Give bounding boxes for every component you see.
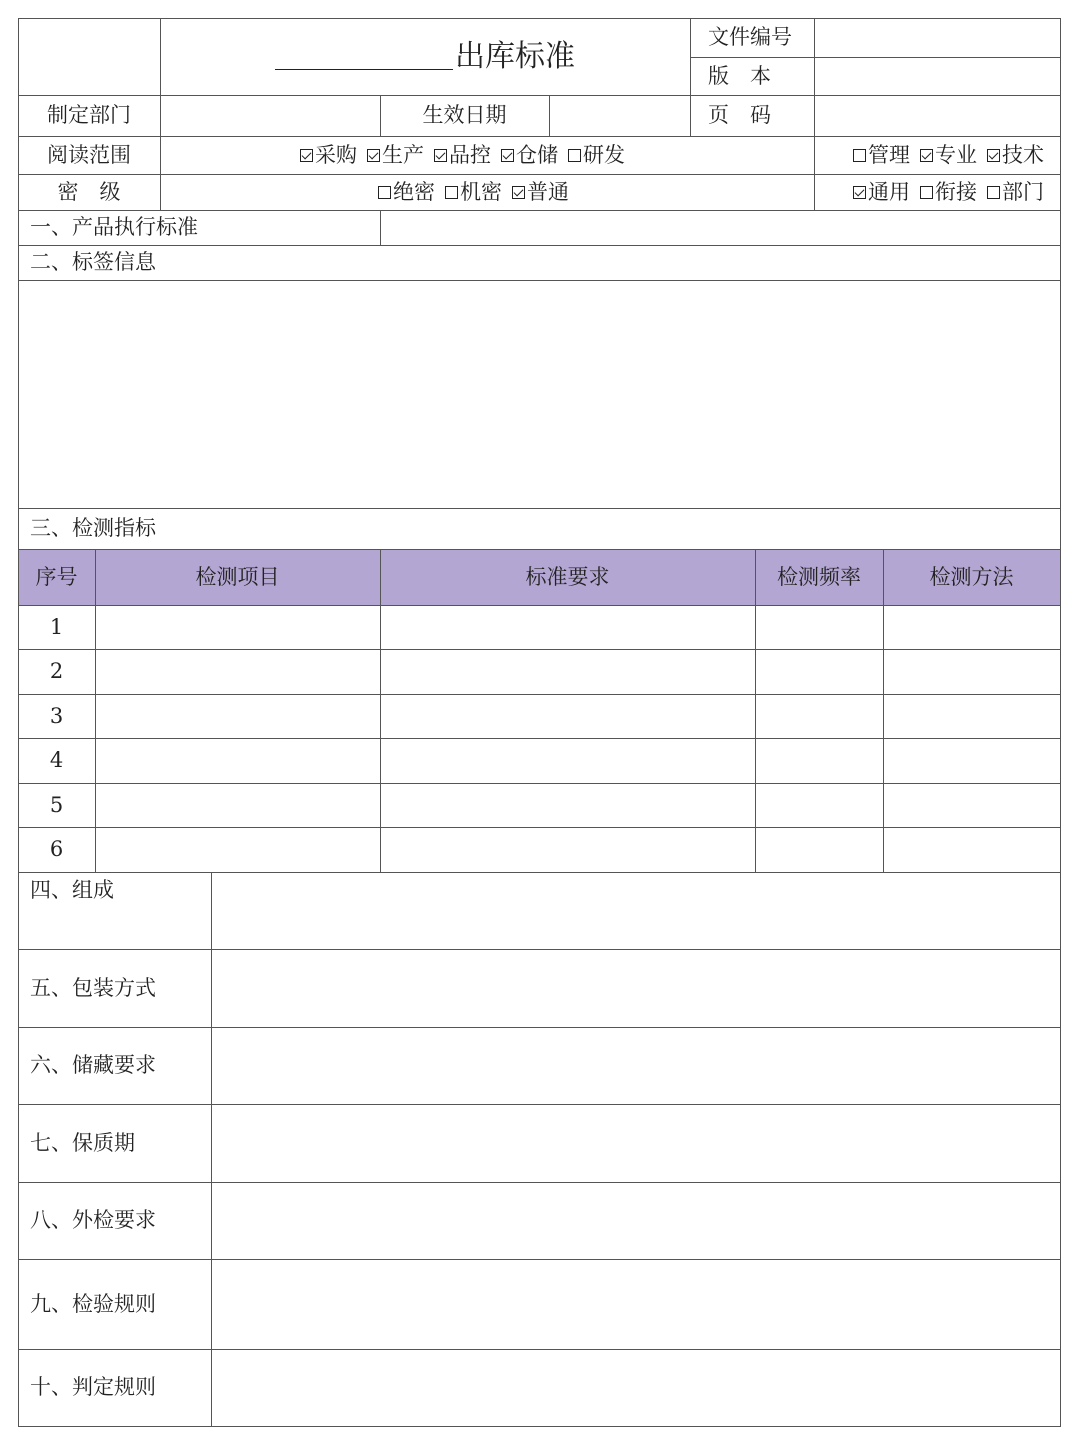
- section-10-label: 十、判定规则: [30, 1375, 156, 1399]
- section-7-label: 七、保质期: [30, 1130, 135, 1155]
- checked-box-icon[interactable]: [987, 149, 1000, 162]
- checkbox-label: 品控: [449, 142, 491, 167]
- col-header-seq: 序号: [35, 564, 78, 589]
- unchecked-box-icon[interactable]: [378, 186, 391, 199]
- checkbox-label: 衔接: [935, 179, 977, 204]
- checkbox-label: 机密: [460, 179, 502, 204]
- checkbox-read-scope[interactable]: [367, 142, 424, 167]
- checkbox-label: 绝密: [393, 179, 435, 204]
- checkbox-scope-type[interactable]: [987, 179, 1044, 204]
- page-label: 页 码: [708, 103, 771, 127]
- secrecy-checkboxes: [378, 174, 814, 210]
- checked-box-icon[interactable]: [367, 149, 380, 162]
- section-4-value[interactable]: [211, 872, 1060, 949]
- table-row-number: 5: [49, 792, 64, 817]
- section-9-value[interactable]: [211, 1259, 1060, 1349]
- checkbox-secrecy[interactable]: [512, 179, 569, 204]
- checkbox-label: 技术: [1002, 142, 1044, 167]
- unchecked-box-icon[interactable]: [445, 186, 458, 199]
- col-header-frequency: 检测频率: [777, 564, 861, 589]
- checkbox-label: 通用: [868, 179, 910, 204]
- read-scope-checkboxes: [300, 136, 814, 174]
- effective-date-label: 生效日期: [422, 103, 507, 127]
- checkbox-label: 研发: [583, 142, 625, 167]
- checkbox-category[interactable]: [987, 142, 1044, 167]
- form: [18, 18, 1061, 1427]
- checkbox-category[interactable]: [853, 142, 910, 167]
- section-3-label: 三、检测指标: [30, 516, 156, 540]
- version-value[interactable]: [814, 57, 1060, 95]
- section-8-value[interactable]: [211, 1182, 1060, 1259]
- section-5-value[interactable]: [211, 949, 1060, 1027]
- unchecked-box-icon[interactable]: [853, 149, 866, 162]
- checkbox-label: 管理: [868, 142, 910, 167]
- unchecked-box-icon[interactable]: [987, 186, 1000, 199]
- read-scope-label: 阅读范围: [47, 142, 131, 167]
- unchecked-box-icon[interactable]: [920, 186, 933, 199]
- dept-value[interactable]: [160, 95, 380, 136]
- col-header-standard: 标准要求: [525, 564, 610, 589]
- title-text: 出库标准: [455, 38, 575, 74]
- checked-box-icon[interactable]: [434, 149, 447, 162]
- label-info-area[interactable]: [18, 280, 1060, 508]
- checkbox-secrecy[interactable]: [378, 179, 435, 204]
- page-value[interactable]: [814, 95, 1060, 136]
- doc-no-label: 文件编号: [708, 25, 792, 49]
- doc-no-value[interactable]: [814, 18, 1060, 57]
- col-header-method: 检测方法: [929, 564, 1014, 589]
- table-row-number: 3: [49, 703, 64, 728]
- checked-box-icon[interactable]: [501, 149, 514, 162]
- effective-date-value[interactable]: [549, 95, 690, 136]
- unchecked-box-icon[interactable]: [568, 149, 581, 162]
- checkbox-label: 仓储: [516, 142, 558, 167]
- checkbox-label: 生产: [382, 142, 424, 167]
- section-8-label: 八、外检要求: [30, 1208, 156, 1232]
- document-title: [160, 18, 690, 95]
- col-header-item: 检测项目: [195, 564, 280, 589]
- checkbox-label: 专业: [935, 142, 977, 167]
- section-1-value[interactable]: [380, 210, 1060, 245]
- secrecy-label: 密 级: [57, 179, 121, 204]
- table-row-number: 2: [49, 659, 64, 683]
- checkbox-secrecy[interactable]: [445, 179, 502, 204]
- section-9-label: 九、检验规则: [30, 1291, 156, 1316]
- checkbox-category[interactable]: [920, 142, 977, 167]
- checkbox-read-scope[interactable]: [300, 142, 357, 167]
- table-row-number: 6: [49, 837, 64, 861]
- checkbox-label: 部门: [1002, 179, 1044, 204]
- table-row-number: 4: [49, 748, 64, 772]
- checkbox-read-scope[interactable]: [568, 142, 625, 167]
- scope-type-checkboxes: [814, 174, 1060, 210]
- section-10-value[interactable]: [211, 1349, 1060, 1426]
- version-label: 版 本: [708, 63, 771, 88]
- category-checkboxes: [814, 136, 1060, 174]
- checkbox-read-scope[interactable]: [501, 142, 558, 167]
- section-7-value[interactable]: [211, 1104, 1060, 1182]
- checkbox-read-scope[interactable]: [434, 142, 491, 167]
- section-6-label: 六、储藏要求: [30, 1053, 156, 1077]
- checked-box-icon[interactable]: [300, 149, 313, 162]
- checked-box-icon[interactable]: [512, 186, 525, 199]
- section-4-label: 四、组成: [30, 877, 114, 902]
- checked-box-icon[interactable]: [920, 149, 933, 162]
- checkbox-label: 普通: [527, 179, 569, 204]
- table-row-number: 1: [49, 614, 64, 639]
- dept-label: 制定部门: [47, 103, 131, 127]
- section-6-value[interactable]: [211, 1027, 1060, 1104]
- section-2-label: 二、标签信息: [30, 250, 156, 274]
- checkbox-scope-type[interactable]: [853, 179, 910, 204]
- title-underline: [275, 43, 453, 70]
- section-1-label: 一、产品执行标准: [30, 215, 198, 239]
- checkbox-label: 采购: [315, 142, 357, 167]
- checked-box-icon[interactable]: [853, 186, 866, 199]
- checkbox-scope-type[interactable]: [920, 179, 977, 204]
- section-5-label: 五、包装方式: [30, 975, 156, 1000]
